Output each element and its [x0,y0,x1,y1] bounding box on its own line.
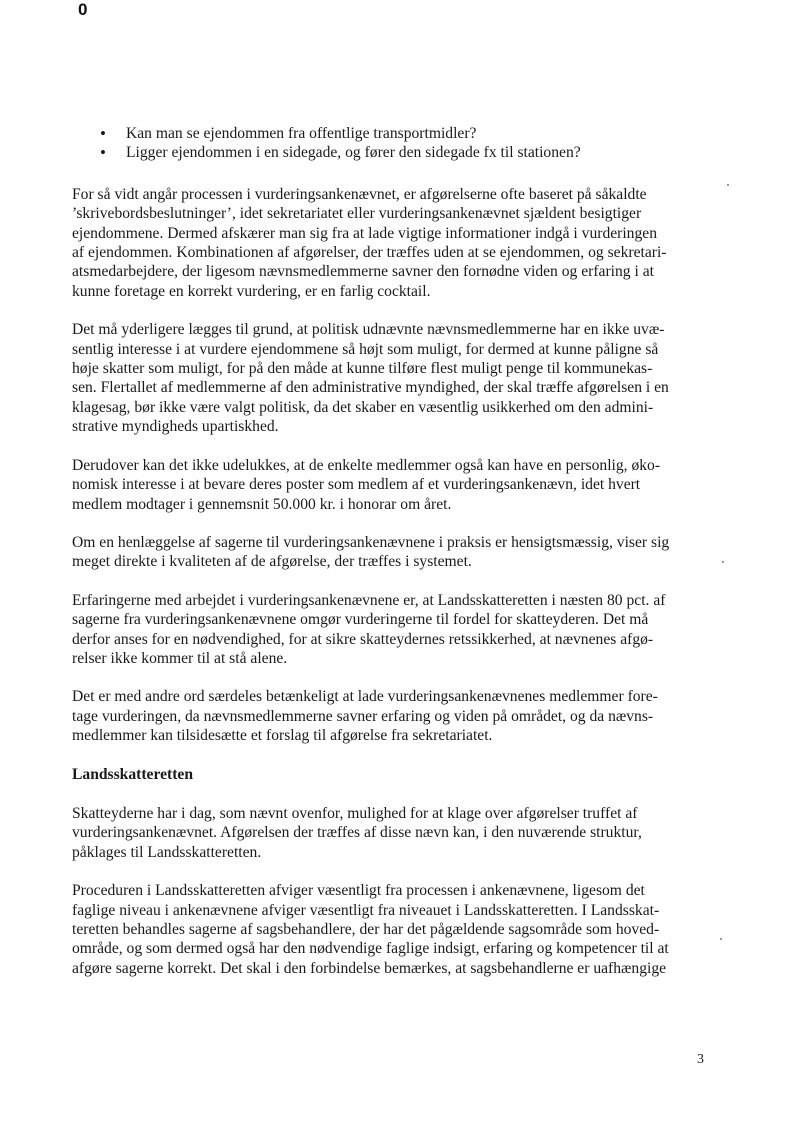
text-line: tage vurderingen, da nævnsmedlemmerne savner erfaring og viden på området, og da nævns- [72,707,654,725]
paragraph [72,185,717,301]
text-line: medlem modtager i gennemsnit 50.000 kr. i honorar om året. [72,495,452,513]
text-line: kunne foretage en korrekt vurdering, er en farlig cocktail. [72,282,431,300]
text-line: påklages til Landsskatteretten. [72,843,262,861]
bullet-item: • Kan man se ejendommen fra offentlige transportmidler? [100,124,717,143]
text-line: ’skrivebordsbeslutninger’, idet sekretariatet eller vurderingsankenævnet sjældent besigtiger [72,205,642,223]
text-line: For så vidt angår processen i vurderingsankenævnet, er afgørelserne ofte baseret på såkaldte [72,185,647,203]
paragraph [72,533,717,572]
paragraph [72,687,717,745]
corner-mark: 0 [78,0,88,19]
text-line: sentlig interesse i at vurdere ejendommene så højt som muligt, for dermed at kunne påligne så [72,340,659,358]
text-line: Derudover kan det ikke udelukkes, at de enkelte medlemmer også kan have en personlig, øko- [72,456,661,474]
text-line: klagesag, bør ikke være valgt politisk, da det skaber en væsentlig usikkerhed om den admini- [72,398,654,416]
text-line: atsmedarbejdere, der ligesom nævnsmedlemmerne savner den fornødne viden og erfaring i at [72,263,654,281]
text-line: Proceduren i Landsskatteretten afviger væsentligt fra processen i ankenævnene, ligesom det [72,882,645,900]
paragraph [72,320,717,436]
paragraph [72,591,717,669]
scan-speck [722,561,724,563]
text-line: afgøre sagerne korrekt. Det skal i den forbindelse bemærkes, at sagsbehandlerne er uafhængige [72,959,667,977]
text-line: teretten behandles sagerne af sagsbehandlere, der har det pågældende sagsområde som hoved- [72,921,660,938]
text-line: faglige niveau i ankenævnene afviger væsentligt fra niveauet i Landsskatteretten. I Landsskat- [72,901,660,919]
paragraph [72,804,717,862]
text-line: Om en henlæggelse af sagerne til vurderingsankenævnene i praksis er hensigtsmæssig, viser sig [72,533,670,551]
text-line: nomisk interesse i at bevare deres poster som medlem af et vurderingsankenævn, idet hvert [72,476,641,494]
paragraph-group [72,804,717,978]
text-line: Det må yderligere lægges til grund, at politisk udnævnte nævnsmedlemmerne har en ikke uvæ- [72,321,665,339]
scan-speck [727,184,729,186]
text-line: derfor anses for en nødvendighed, for at sikre skatteydernes retssikkerhed, at nævnenes afgø- [72,630,654,648]
text-line: sen. Flertallet af medlemmerne af den administrative myndighed, der skal træffe afgørelsen i en [72,379,669,397]
text-line: strative myndigheds upartiskhed. [72,418,279,436]
scan-speck [720,938,722,940]
text-line: medlemmer kan tilsidesætte et forslag til afgørelse fra sekretariatet. [72,727,493,745]
text-line: Erfaringerne med arbejdet i vurderingsankenævnene er, at Landsskatteretten i næsten 80 pct. af [72,591,666,609]
paragraph-group [72,185,717,746]
page-number: 3 [697,1052,704,1067]
document-body [72,124,717,997]
text-line: område, og som dermed også har den nødvendige faglige indsigt, erfaring og kompetencer til at [72,940,669,958]
text-line: høje skatter som muligt, for på den måde at kunne tilføre flest muligt penge til kommunekas- [72,360,653,378]
text-line: ejendommene. Dermed afskærer man sig fra at lade vigtige informationer indgå i vurderingen [72,224,657,242]
section-heading: Landsskatteretten [72,765,193,783]
text-line: Det er med andre ord særdeles betænkeligt at lade vurderingsankenævnenes medlemmer fore- [72,688,658,706]
text-line: relser ikke kommer til at stå alene. [72,649,288,667]
text-line: vurderingsankenævnet. Afgørelsen der træffes af disse nævn kan, i den nuværende struktur, [72,824,642,842]
text-line: Skatteyderne har i dag, som nævnt ovenfor, mulighed for at klage over afgørelser truffet af [72,804,638,822]
bullet-list [72,124,717,163]
text-line: af ejendommen. Kombinationen af afgørelser, der træffes uden at se ejendommen, og sekretari- [72,244,667,262]
paragraph [72,881,717,978]
text-line: sagerne fra vurderingsankenævnene omgør vurderingerne til fordel for skatteyderen. Det må [72,611,649,629]
bullet-item: • Ligger ejendommen i en sidegade, og fører den sidegade fx til stationen? [100,143,717,162]
paragraph [72,456,717,514]
text-line: meget direkte i kvaliteten af de afgørelse, der træffes i systemet. [72,553,472,571]
